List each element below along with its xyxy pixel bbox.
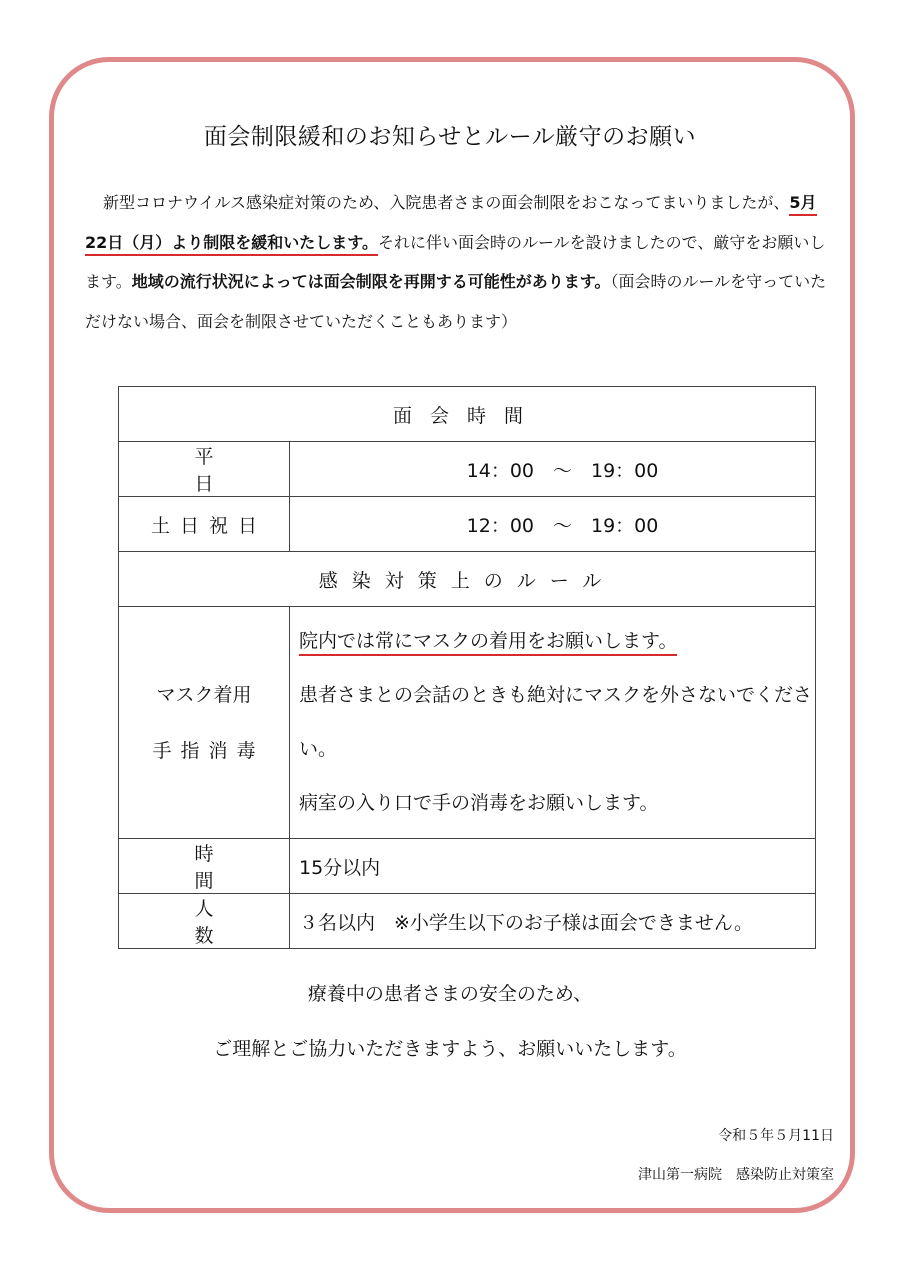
visiting-hours-header: 面会時間 [119, 387, 816, 442]
intro-paragraph [85, 183, 830, 341]
intro-highlight: 5月22日（月）より制限を緩和いたします。 [85, 193, 817, 256]
hand-rule: 病室の入り口で手の消毒をお願いします。 [299, 792, 659, 814]
mask-rule-2: 患者さまとの会話のときも絶対にマスクを外さないでください。 [299, 684, 813, 760]
mask-hand-label-cell [119, 607, 290, 839]
intro-bold-notice: 地域の流行状況によっては面会制限を再開する可能性があります。 [131, 272, 611, 291]
time-value: 15分以内 [290, 839, 816, 894]
hand-label: 手指消毒 [152, 739, 265, 762]
page-title: 面会制限緩和のお知らせとルール厳守のお願い [203, 124, 697, 150]
intro-text-3: （面会時のルールを守っていただけない場合、面会を制限させていただくこともあります） [85, 272, 827, 331]
holiday-hours: 12：00 ～ 19：00 [290, 497, 816, 552]
rules-header: 感染対策上のルール [119, 552, 816, 607]
mask-label: マスク着用 [156, 683, 252, 706]
closing-line-1: 療養中の患者さまの安全のため、 [307, 983, 593, 1005]
mask-hand-rules-cell [290, 607, 816, 839]
footer-date: 令和５年５月11日 [718, 1128, 834, 1144]
intro-text-1: 新型コロナウイルス感染症対策のため、入院患者さまの面会制限をおこなってまいりましたが、 [103, 193, 790, 212]
weekday-label: 平日 [119, 442, 290, 497]
people-value: ３名以内 ※小学生以下のお子様は面会できません。 [290, 894, 816, 949]
holiday-label: 土日祝日 [119, 497, 290, 552]
closing-line-2: ご理解とご協力いただきますよう、お願いいたします。 [213, 1038, 687, 1060]
people-label: 人数 [119, 894, 290, 949]
time-label: 時間 [119, 839, 290, 894]
weekday-hours: 14：00 ～ 19：00 [290, 442, 816, 497]
visiting-rules-table [118, 386, 816, 949]
intro-text-2: それに伴い面会時のルールを設けましたので、厳守をお願いします。 [85, 232, 826, 291]
mask-rule-1: 院内では常にマスクの着用をお願いします。 [299, 630, 677, 656]
footer-issuer: 津山第一病院 感染防止対策室 [638, 1167, 834, 1183]
